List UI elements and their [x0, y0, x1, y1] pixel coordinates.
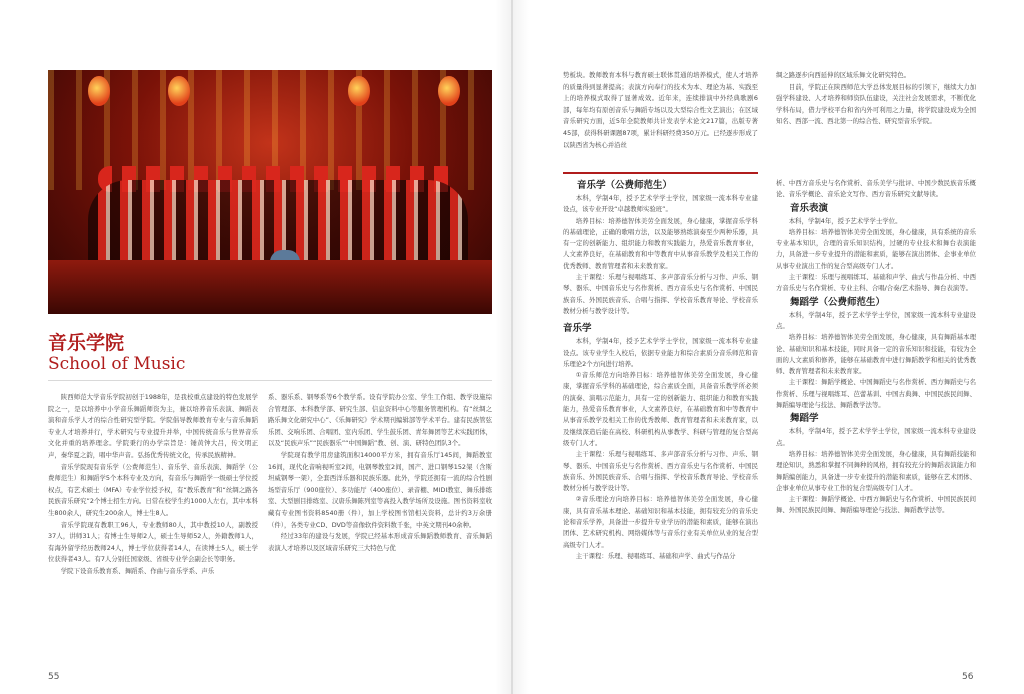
left-column-2	[268, 392, 492, 554]
right-column-2-top	[776, 70, 976, 128]
lantern-icon	[348, 76, 370, 106]
paragraph: 学院下设音乐教育系、舞蹈系、作曲与音乐学系、声乐	[60, 566, 215, 575]
paragraph: ①音乐师范方向培养目标：培养德智体美劳全面发展，身心健康，掌握音乐学科的基础理论，综合素质全面，具备音乐教学所必须的演奏、演唱示范能力，具有一定的创新能力、组织能力和教育实践能力，热爱音乐教育事业，人文素养良好，在基础教育和中等教育中从事音乐教学及相关工作的优秀教师、教育管理者和未来教育家，以及继续深造后能在高校、科研机构从事教学、科研与管理的复合型高级专门人才。	[563, 371, 758, 447]
performance-photo	[48, 70, 492, 314]
section-title-dance-edu-public: 舞蹈学（公费师范生）	[790, 296, 886, 308]
paragraph: 学院现有教学用房建筑面积14000平方米，拥有音乐厅145间，舞蹈教室16间，现代化音响视听室2间，电钢琴教室2间，国产、进口钢琴152架（含斯坦威钢琴一架），全套西洋乐器和民族乐器。此外，学院还拥有一流的综合性剧场型音乐厅（900座位）、多功能厅（400座位）、录音棚、MIDI教室、舞乐排练室、大型剧目排练室、汉唐乐舞陈列室等高投入教学场所及设施。图书资料室收藏有专业图书资料8540册（件），加上学校图书馆相关资料，总计约3万余册（件），各类专业CD、DVD等音像软件资料数千张，中英文期刊40余种。	[268, 450, 492, 529]
section-title-music-edu-public: 音乐学（公费师范生）	[577, 180, 673, 191]
paragraph: ②音乐理论方向培养目标：培养德智体美劳全面发展，身心健康，具有音乐基本理论、基础知识和基本技能，拥有较充分的音乐史论和音乐学养，具备进一步提升专业学历的潜能和素质，能够在演出团体、艺术研究机构、网络媒体等与音乐行业有关单位从业的复合型高级专门人才。	[563, 495, 758, 549]
right-column-1	[563, 178, 758, 562]
paragraph: 主干课程：乐理与视唱练耳、多声部音乐分析与习作、声乐、钢琴、器乐、中国音乐史与名作赏析、西方音乐史与名作赏析、中国民族音乐、外国民族音乐、合唱与指挥、学校音乐教育导论、学校音乐教材分析与教学设计等。	[563, 273, 758, 315]
paragraph: 本科，学制4年，授予艺术学学士学位，国家级一流本科专业建设点。	[776, 427, 976, 447]
paragraph: 绸之路逐步向西延伸的区域乐舞文化研究特色。	[776, 71, 911, 79]
stage-floor	[48, 260, 492, 314]
section-title-music-performance: 音乐表演	[790, 202, 829, 214]
paragraph: 主干课程：乐理、视唱练耳、基础和声学、曲式与作品分	[575, 551, 736, 560]
title-divider	[48, 380, 492, 381]
spine-shadow-left	[495, 0, 511, 694]
lantern-icon	[88, 76, 110, 106]
paragraph: 本科，学制4年，授予艺术学学士学位，国家级一流本科专业建设点。该专业学生入校后，依据专业能力和综合素质分音乐师范和音乐理论2个方向进行培养。	[563, 337, 758, 368]
page-title-cn: 音乐学院	[48, 332, 125, 354]
paragraph: 陕西师范大学音乐学院初创于1988年，是我校重点建设的特色发展学院之一，是以培养中小学音乐舞蹈师资为主，兼以培养音乐表演、舞蹈表演和音乐学人才的综合性研究型学院。学院倡导教师教育专业与音乐舞蹈专业人才培养并行，学术研究与专业提升并举，中国传统音乐与世界音乐文化并重的培养理念。学院秉行的办学宗旨是：锤黄钟大吕，传文明正声，秦华夏之韵，唱中华声音。弘扬优秀传统文化，传承民族精神。	[48, 393, 258, 459]
paragraph: 本科，学制4年，授予艺术学学士学位。	[788, 216, 902, 225]
paragraph: 本科，学制4年，授予艺术学学士学位，国家级一流本科专业建设点。	[776, 310, 976, 330]
paragraph: 音乐学院现有教职工96人，专业教师80人，其中教授10人，副教授37人，讲师31人；有博士生导师2人，硕士生导师52人，外籍教师1人，有海外留学经历教师24人，博士学位获得者14人，在读博士5人，硕士学位获得者43人。有7人分别任国家级、省级专业学会副会长等职务。	[48, 520, 258, 564]
section-divider	[563, 172, 758, 174]
right-column-1-top	[563, 70, 758, 151]
paragraph: 系、器乐系、钢琴系等6个教学系。设有学院办公室、学生工作组、教学设施综合管理部、本科教学部、研究生部、信息资料中心等服务管理机构。有“丝绸之路乐舞文化研究中心”、《乐舞研究》学术期刊编辑部等学术平台。建有民族管弦乐团、交响乐团、合唱团、室内乐团、学生鼓乐团、青年舞团等艺术实践团体，以及“民族声乐”“民族器乐”“中国舞蹈”教、创、演、研特色团队3个。	[268, 393, 492, 448]
page-number-left: 55	[48, 672, 60, 682]
paragraph: 培养目标：培养德智体美劳全面发展，身心健康，具有舞蹈基本理论、基础知识和基本技能，同时具备一定的音乐知识和技能，有较为全面的人文素质和修养，能够在基础教育中进行舞蹈教学和相关的优秀教师、教育管理者和未来教育家。	[776, 333, 976, 376]
section-title-dance: 舞蹈学	[790, 413, 819, 425]
paragraph: 主干课程：乐理与视唱练耳、多声部音乐分析与习作、声乐、钢琴、器乐、中国音乐史与名作赏析、西方音乐史与名作赏析、中国民族音乐、外国民族音乐、合唱与指挥、学校音乐教育导论、学校音乐教材分析与教学设计等。	[563, 450, 758, 493]
page-title-en: School of Music	[48, 354, 186, 374]
paragraph: 主干课程：舞蹈学概论、中国舞蹈史与名作赏析、西方舞蹈史与名作赏析、乐理与视唱练耳、芭蕾基训、中国古典舞、中国民族民间舞、舞蹈编导理论与技法、舞蹈教学法等。	[776, 378, 976, 410]
paragraph: 培养目标：培养德智体美劳全面发展，身心健康，具有系统的音乐专业基本知识，合理的音乐知识结构，过硬的专业技术和舞台表演能力，具备进一步专业提升的潜能和素质，能够在演出团体、企事业单位从事专业演出工作的复合型高级专门人才。	[776, 227, 976, 270]
lantern-icon	[168, 76, 190, 106]
paragraph: 目前，学院正在陕西师范大学总体发展目标的引领下，继续大力加强学科建设、人才培养和师资队伍建设，关注社会发展需求，不断优化学科布局，借力学校平台和省内外可利用之力量，将学院建设成为全国知名、西部一流、西北第一的综合性、研究型音乐学院。	[776, 82, 976, 126]
paragraph: 本科，学制4年，授予艺术学学士学位，国家级一流本科专业建设点，该专业开设“卓越教师实验班”。	[563, 194, 758, 214]
page-number-right: 56	[962, 672, 974, 682]
paragraph: 主干课程：舞蹈学概论、中西方舞蹈史与名作赏析、中国民族民间舞、外国民族民间舞、舞蹈编导理论与技法、舞蹈教学法等。	[776, 495, 976, 515]
paragraph: 势板块。教师教育本科与教育硕士联体贯通的培养模式，使人才培养的质量得到显著提高；表演方向奉行的技术为本、理论为基、实践至上的培养模式取得了显著成效。近年来，连续排演中外经典歌剧6部，每年均有原创音乐与舞蹈专场以及大型综合性文艺演出；在区域音乐研究方面，近5年全院教师共计发表学术论文217篇，出版专著45部，获得科研课题87项，累计科研经费350万元。已经逐步形成了以陕西省为核心并沿丝	[563, 71, 758, 149]
right-column-2	[776, 178, 976, 517]
paragraph: 经过33年的建设与发展，学院已经基本形成音乐舞蹈教师教育、音乐舞蹈表演人才培养以及区域音乐研究三大特色与优	[268, 532, 492, 552]
paragraph: 主干课程：乐理与视唱练耳、基础和声学、曲式与作品分析、中西方音乐史与名作赏析、专业主科、合唱/合奏/艺术指导、舞台表演等。	[776, 273, 976, 293]
left-column-1	[48, 392, 258, 578]
lantern-icon	[438, 76, 460, 106]
spine-shadow-right	[513, 0, 529, 694]
paragraph: 音乐学院现有音乐学（公费师范生）、音乐学、音乐表演、舞蹈学（公费师范生）和舞蹈学5个本科专业及方向，有音乐与舞蹈学一级硕士学位授权点，有艺术硕士（MFA）专业学位授予权，有“教乐教育”和“丝绸之路各民族音乐研究”2个博士招生方向。日常在校学生约1000人左右，其中本科生800余人，研究生200余人，博士生8人。	[48, 462, 258, 517]
paragraph: 析、中西方音乐史与名作赏析、音乐美学与批评、中国少数民族音乐概论、音乐学概论、音乐论文写作、西方音乐研究文献导读。	[776, 179, 976, 199]
paragraph: 培养目标：培养德智体美劳全面发展，身心健康，具有舞蹈技能和理论知识，熟悉和掌握不同舞种的风格，拥有较充分的舞蹈表演能力和舞蹈编创能力，具备进一步专业提升的潜能和素质，能够在艺术团体、企事业单位从事专业工作的复合型高级专门人才。	[776, 449, 976, 492]
paragraph: 培养目标：培养德智体美劳全面发展，身心健康，掌握音乐学科的基础理论，正确的歌唱方法，以及能够熟练演奏至少两种乐器，具有一定的创新能力、组织能力和教育实践能力，热爱音乐教育事业，人文素养良好，在基础教育和中等教育中从事音乐教学及相关工作的优秀教师、教育管理者和未来教育家。	[563, 216, 758, 270]
book-spine	[511, 0, 513, 694]
section-title-musicology: 音乐学	[563, 323, 592, 335]
